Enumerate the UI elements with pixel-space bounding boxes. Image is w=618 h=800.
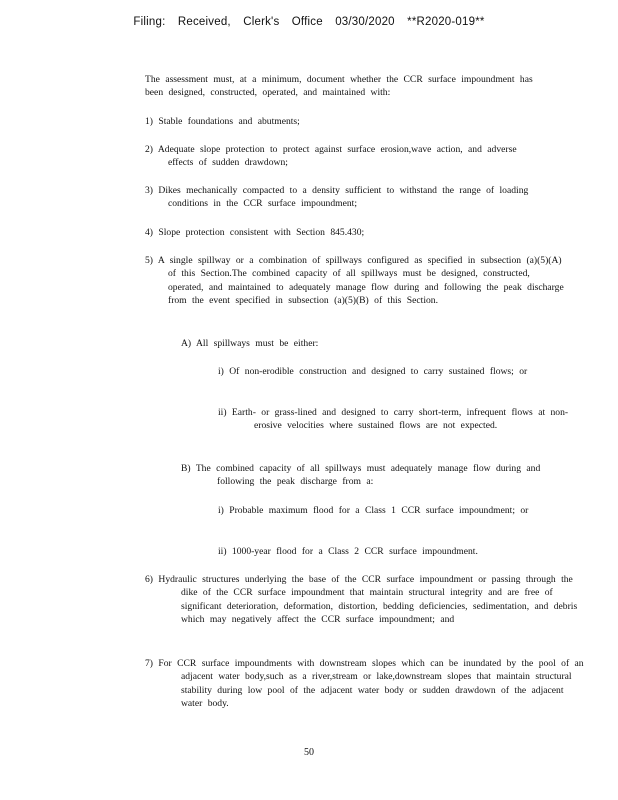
- list-item-6: 6) Hydraulic structures underlying the base of the CCR surface impoundment or passing through the dike of the CCR surface impoundment that maintain structural integrity and are free of significant deterioration, deformation, distortion, bedding deficiencies, sedimentation, and debris which may negatively affect the CCR surface impoundment; and: [145, 574, 578, 626]
- list-item-5b: B) The combined capacity of all spillways must adequately manage flow during and following the peak discharge from a:: [181, 463, 541, 488]
- list-item-5a: A) All spillways must be either:: [181, 338, 319, 349]
- intro-paragraph: The assessment must, at a minimum, document whether the CCR surface impoundment has been designed, constructed, operated, and maintained with:: [145, 74, 533, 99]
- page-number: 50: [304, 747, 314, 758]
- list-item-7: 7) For CCR surface impoundments with downstream slopes which can be inundated by the pool of an adjacent water body,such as a river,stream or lake,downstream slopes that maintain structural stability during low pool of the adjacent water body or sudden drawdown of the adjacent water body.: [145, 658, 584, 710]
- list-item-2: 2) Adequate slope protection to protect against surface erosion,wave action, and adverse effects of sudden drawdown;: [145, 144, 517, 169]
- list-item-5a-i: i) Of non-erodible construction and designed to carry sustained flows; or: [218, 366, 528, 377]
- list-item-5a-ii: ii) Earth- or grass-lined and designed to carry short-term, infrequent flows at non-erosive velocities where sustained flows are not expected.: [218, 407, 569, 432]
- list-item-5b-i: i) Probable maximum flood for a Class 1 CCR surface impoundment; or: [218, 505, 529, 516]
- filing-header: Filing: Received, Clerk's Office 03/30/2020 **R2020-019**: [133, 16, 485, 28]
- list-item-3: 3) Dikes mechanically compacted to a density sufficient to withstand the range of loading conditions in the CCR surface impoundment;: [145, 185, 529, 210]
- list-item-4: 4) Slope protection consistent with Section 845.430;: [145, 227, 365, 238]
- list-item-5b-ii: ii) 1000-year flood for a Class 2 CCR surface impoundment.: [218, 546, 478, 557]
- list-item-5: 5) A single spillway or a combination of spillways configured as specified in subsection (a)(5)(A) of this Section.The combined capacity of all spillways must be designed, constructed, operated, and maintained to adequately manage flow during and following the peak discharge from the event specified in subsection (a)(5)(B) of this Section.: [145, 255, 564, 307]
- list-item-1: 1) Stable foundations and abutments;: [145, 116, 300, 127]
